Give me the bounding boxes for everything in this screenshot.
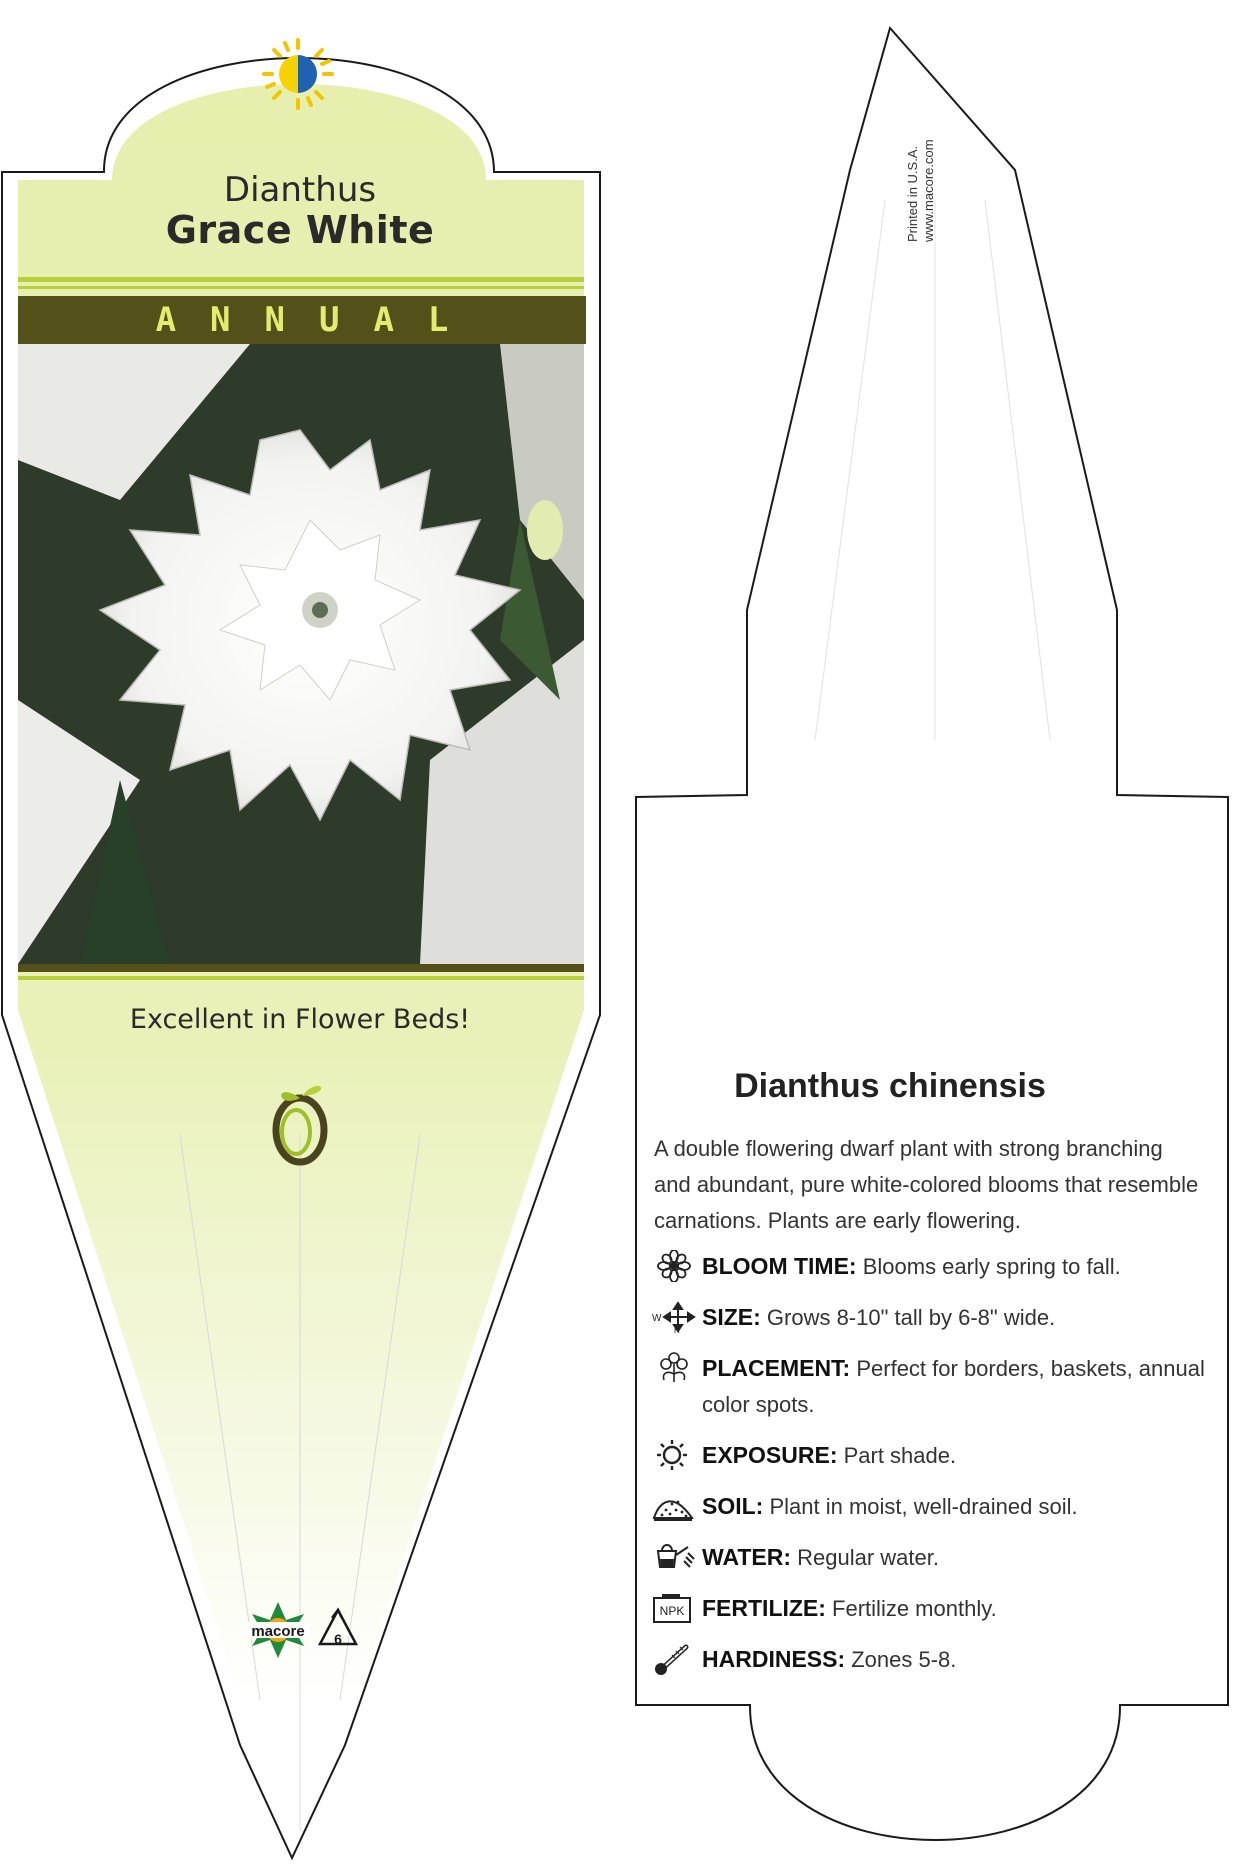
flower-icon bbox=[652, 1250, 696, 1282]
size-arrows-icon bbox=[652, 1301, 696, 1333]
photo-bottom-accent bbox=[18, 976, 584, 980]
soil-label: SOIL: bbox=[702, 1493, 764, 1519]
size-label: SIZE: bbox=[702, 1304, 761, 1330]
annual-label: ANNUAL bbox=[155, 300, 483, 340]
exposure-label: EXPOSURE: bbox=[702, 1442, 838, 1468]
recycle-code: 6 bbox=[334, 1631, 342, 1647]
bloom-time-value: Blooms early spring to fall. bbox=[856, 1254, 1121, 1279]
thermometer-icon bbox=[652, 1643, 696, 1675]
exposure-value: Part shade. bbox=[837, 1443, 957, 1468]
website-text: www.macore.com bbox=[921, 139, 936, 242]
size-value: Grows 8-10" tall by 6-8" wide. bbox=[760, 1305, 1056, 1330]
placement-label: PLACEMENT: bbox=[702, 1355, 851, 1381]
photo-bottom-band bbox=[18, 964, 584, 972]
soil-mound-icon bbox=[652, 1490, 696, 1522]
title-accent-line-thin bbox=[18, 286, 584, 289]
water-value: Regular water. bbox=[791, 1545, 939, 1570]
variety-name: Grace White bbox=[165, 208, 435, 252]
size-row bbox=[652, 1299, 1212, 1336]
hardiness-row bbox=[652, 1641, 1212, 1678]
title-accent-line bbox=[18, 277, 584, 282]
botanical-name: Dianthus chinensis bbox=[734, 1067, 1046, 1105]
bloom-time-row bbox=[652, 1248, 1212, 1285]
npk-bag-icon bbox=[652, 1592, 696, 1624]
fertilize-label: FERTILIZE: bbox=[702, 1595, 826, 1621]
placement-row bbox=[652, 1350, 1212, 1423]
sun-outline-icon bbox=[652, 1439, 696, 1471]
printed-in-text: Printed in U.S.A. bbox=[905, 145, 920, 242]
npk-icon-text: NPK bbox=[659, 1604, 685, 1618]
size-icon-w: W bbox=[652, 1313, 662, 1324]
watering-can-icon bbox=[652, 1541, 696, 1573]
flower-photo bbox=[18, 344, 584, 964]
plant-placement-icon bbox=[652, 1352, 696, 1384]
hardiness-label: HARDINESS: bbox=[702, 1646, 846, 1672]
water-row bbox=[652, 1539, 1212, 1576]
placement-value: Perfect for borders, baskets, annual color spots. bbox=[702, 1356, 1205, 1417]
bloom-time-label: BLOOM TIME: bbox=[702, 1253, 857, 1279]
fertilize-row bbox=[652, 1590, 1212, 1627]
water-label: WATER: bbox=[702, 1544, 792, 1570]
fertilize-value: Fertilize monthly. bbox=[825, 1596, 997, 1621]
exposure-row bbox=[652, 1437, 1212, 1474]
soil-value: Plant in moist, well-drained soil. bbox=[763, 1494, 1078, 1519]
plant-description: A double flowering dwarf plant with strong branching and abundant, pure white-colored blooms that resemble carnations. Plants are early flowering. bbox=[654, 1136, 1199, 1233]
macore-logo-text: macore bbox=[251, 1623, 305, 1640]
genus-name: Dianthus bbox=[223, 170, 377, 210]
printer-credit bbox=[905, 92, 945, 242]
cultural-info-list bbox=[652, 1248, 1212, 1692]
soil-row bbox=[652, 1488, 1212, 1525]
size-icon-h: H bbox=[674, 1326, 680, 1333]
hardiness-value: Zones 5-8. bbox=[845, 1647, 957, 1672]
tagline: Excellent in Flower Beds! bbox=[129, 1004, 471, 1035]
